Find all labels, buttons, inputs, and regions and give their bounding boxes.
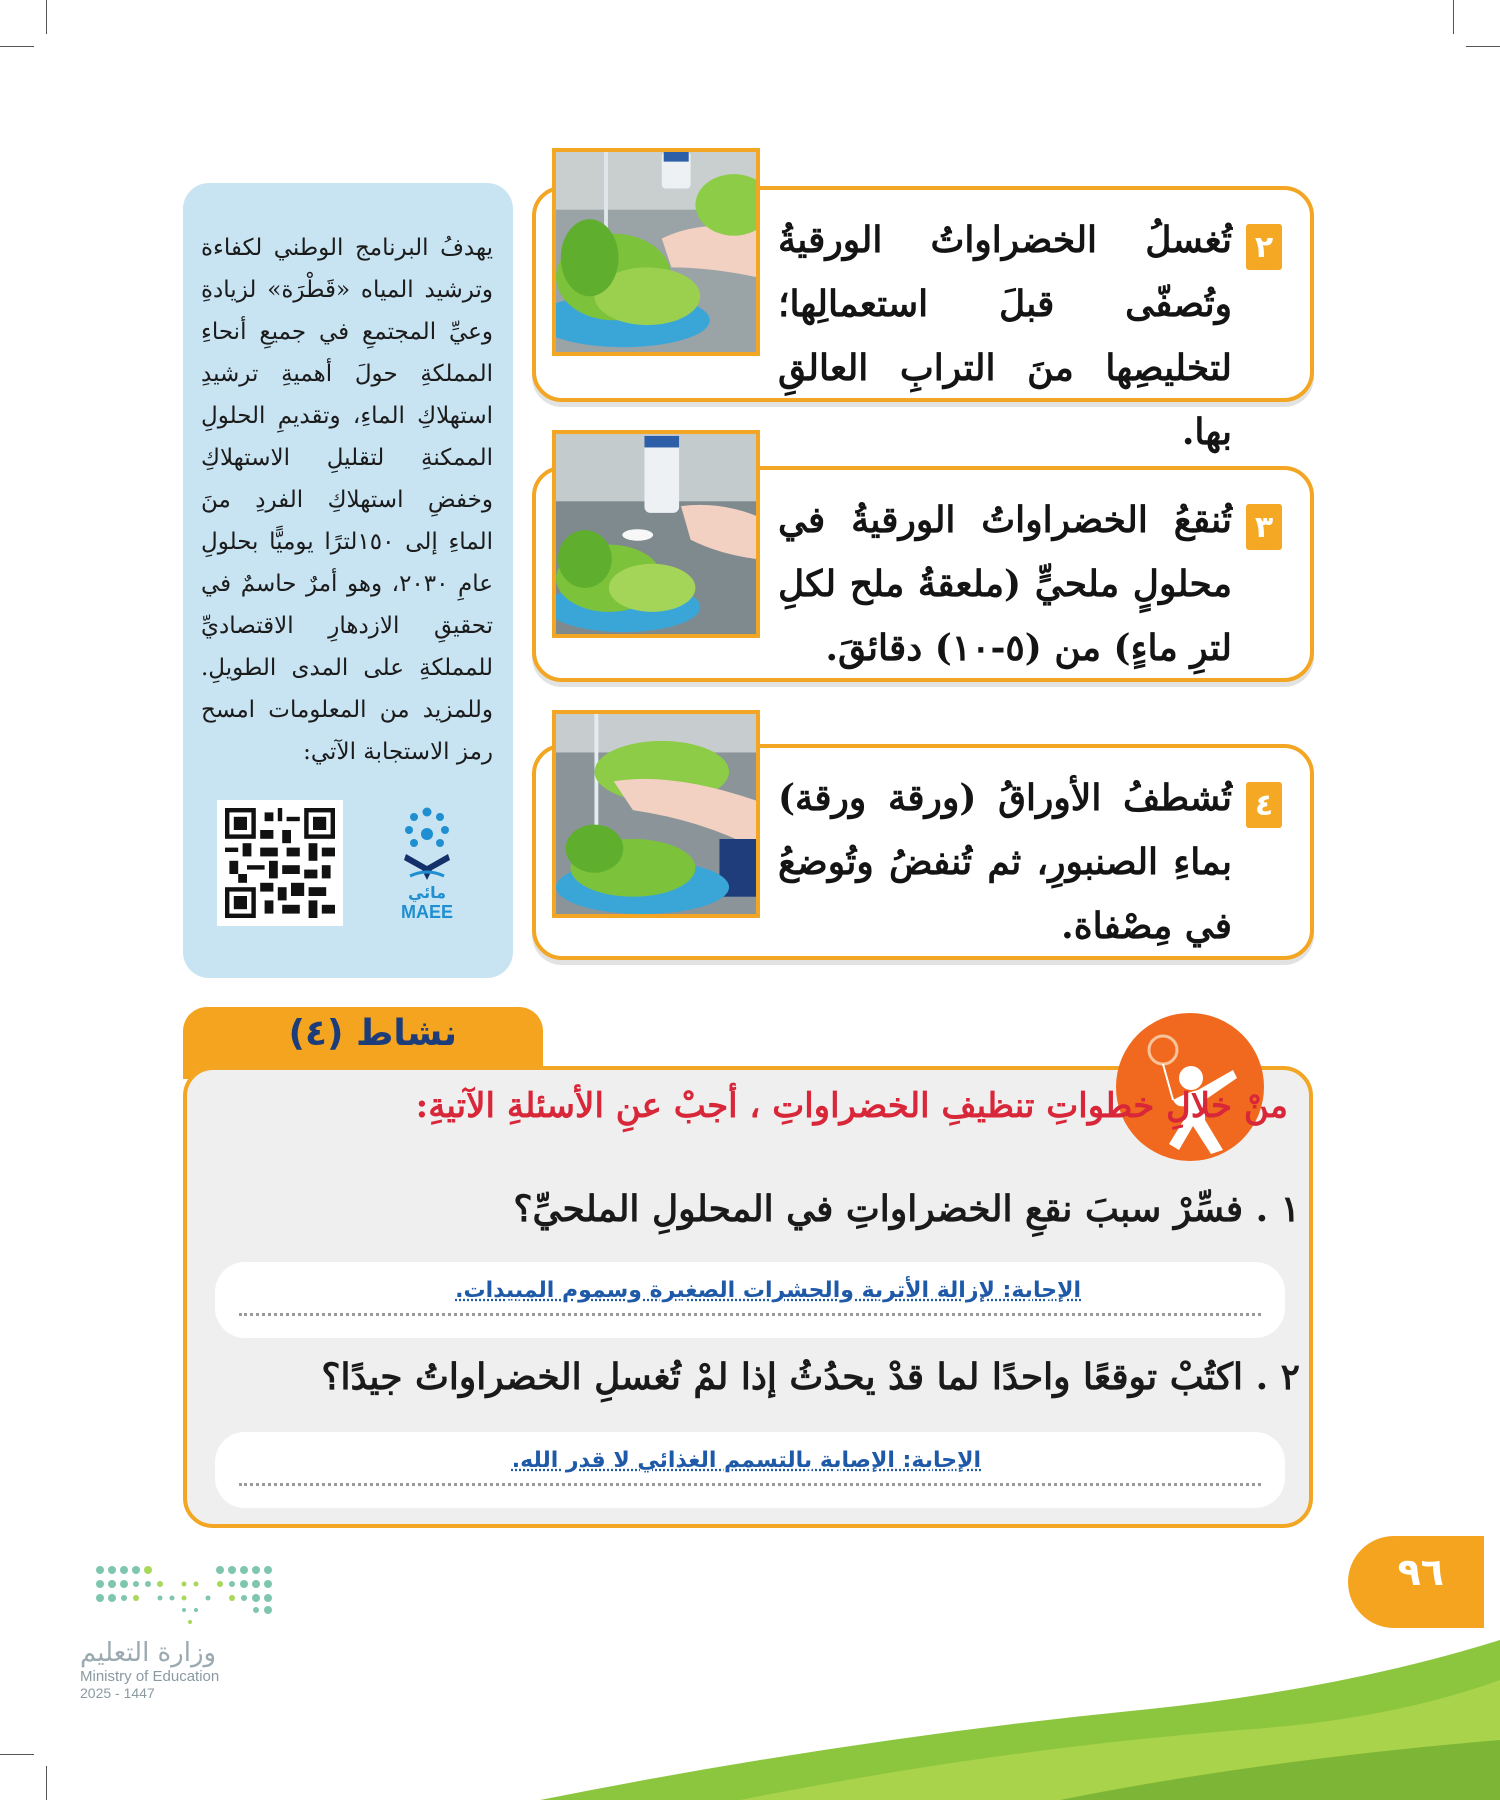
qr-code[interactable] bbox=[217, 800, 343, 926]
info-panel bbox=[183, 183, 513, 978]
crop-mark bbox=[1466, 46, 1500, 47]
answer-field-2[interactable] bbox=[215, 1432, 1285, 1508]
photo-lettuce-rinsing bbox=[556, 714, 756, 914]
maee-logo-english: MAEE bbox=[400, 902, 453, 922]
maee-logo bbox=[387, 804, 467, 930]
qr-code-icon bbox=[225, 808, 335, 918]
activity-title: نشاط (٤) bbox=[288, 1013, 457, 1054]
footer-wave-graphic bbox=[540, 1640, 1500, 1800]
crop-mark bbox=[0, 46, 34, 47]
maee-logo-icon bbox=[396, 804, 458, 884]
answer-dotted-line bbox=[239, 1276, 1261, 1316]
step-number-badge: ٣ bbox=[1246, 504, 1282, 550]
ministry-name-english: Ministry of Education bbox=[80, 1668, 220, 1685]
photo-lettuce-soaking bbox=[556, 434, 756, 634]
step-number-badge: ٤ bbox=[1246, 782, 1282, 828]
step-photo-washing bbox=[552, 148, 760, 356]
crop-mark bbox=[1453, 0, 1454, 34]
ministry-dots-icon bbox=[90, 1560, 280, 1630]
step-photo-rinsing bbox=[552, 710, 760, 918]
logo-row bbox=[217, 800, 477, 930]
step-text: تُشطفُ الأوراقُ (ورقة ورقة) بماءِ الصنبورِ، ثم تُنفضُ وتُوضعُ في مِصْفاة. bbox=[778, 777, 1232, 947]
activity-prompt: منْ خلالِ خطواتِ تنظيفِ الخضراواتِ ، أجبْ عنِ الأسئلةِ الآتيةِ: bbox=[415, 1086, 1288, 1126]
answer-text-2: الإجابة: الإصابة بالتسمم الغذائي لا قدر الله. bbox=[508, 1448, 985, 1473]
crop-mark bbox=[46, 1766, 47, 1800]
answer-field-1[interactable] bbox=[215, 1262, 1285, 1338]
step-text: تُنقعُ الخضراواتُ الورقيةُ في محلولٍ ملحيٍّ (ملعقةُ ملح لكلِ لترِ ماءٍ) من (٥-١٠) دقائقَ. bbox=[778, 499, 1232, 669]
footer-wave bbox=[540, 1640, 1500, 1800]
ministry-name-arabic: وزارة التعليم bbox=[80, 1638, 217, 1668]
page-number-tab bbox=[1348, 1536, 1484, 1628]
step-photo-soaking bbox=[552, 430, 760, 638]
answer-text-1: الإجابة: لإزالة الأتربة والحشرات الصغيرة وسموم المبيدات. bbox=[451, 1278, 1085, 1303]
photo-lettuce-washing bbox=[556, 152, 756, 352]
crop-mark bbox=[46, 0, 47, 34]
step-number-badge: ٢ bbox=[1246, 224, 1282, 270]
maee-logo-arabic: مائي bbox=[407, 883, 447, 902]
ministry-logo bbox=[80, 1560, 280, 1720]
question-1: ١ . فسِّرْ سببَ نقعِ الخضراواتِ في المحلولِ الملحيِّ؟ bbox=[513, 1188, 1300, 1230]
ministry-year: 2025 - 1447 bbox=[80, 1685, 155, 1701]
crop-mark bbox=[0, 1754, 34, 1755]
answer-dotted-line bbox=[239, 1446, 1261, 1486]
page-number: ٩٦ bbox=[1397, 1550, 1444, 1594]
question-2: ٢ . اكتُبْ توقعًا واحدًا لما قدْ يحدُثُ إذا لمْ تُغسلِ الخضراواتُ جيدًا؟ bbox=[321, 1356, 1300, 1398]
info-text: يهدفُ البرنامج الوطني لكفاءة وترشيد المياه «قَطْرَة» لزيادةِ وعيِّ المجتمعِ في جميعِ أنحاءِ المملكةِ حولَ أهميةِ ترشيدِ استهلاكِ الماءِ، وتقديمِ الحلولِ الممكنةِ لتقليلِ الاستهلاكِ وخفضِ استهلاكِ الفردِ منَ الماءِ إلى ١٥٠لترًا يوميًّا بحلولِ عامِ ٢٠٣٠، وهو أمرٌ حاسمٌ في تحقيقِ الازدهارِ الاقتصاديِّ للمملكةِ على المدى الطويلِ. وللمزيد من المعلومات امسح رمز الاستجابة الآتي: bbox=[201, 235, 493, 765]
step-text: تُغسلُ الخضراواتُ الورقيةُ وتُصفّى قبلَ استعمالِها؛ لتخليصِها منَ الترابِ العالقِ بها. bbox=[778, 219, 1232, 453]
